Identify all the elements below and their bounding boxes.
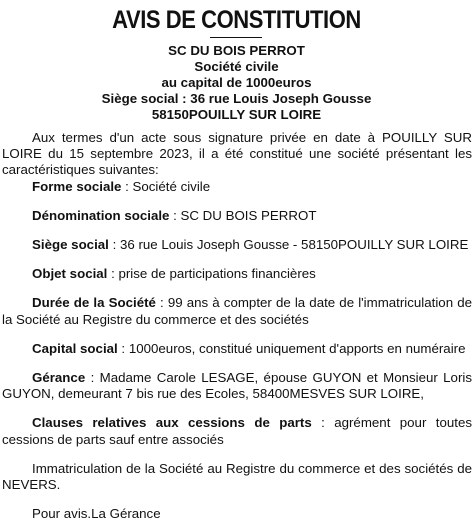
closing-signature: Pour avis.La Gérance bbox=[32, 506, 161, 522]
field-value: : agrément pour toutes cessions de parts sauf entre associés bbox=[2, 415, 472, 447]
company-city: 58150POUILLY SUR LOIRE bbox=[151, 107, 322, 122]
field-value: : Madame Carole LESAGE, épouse GUYON et Monsieur Loris GUYON, demeurant 7 bis rue des Ecoles, 58400MESVES SUR LOIRE, bbox=[2, 370, 472, 402]
field-value: : 99 ans à compter de la date de l'immatriculation de la Société au Registre du commerce et des sociétés bbox=[2, 295, 472, 327]
field-value: : prise de participations financières bbox=[107, 266, 316, 282]
company-header bbox=[0, 43, 473, 123]
field-label: Capital social bbox=[32, 340, 118, 356]
field-gerance bbox=[2, 370, 472, 402]
field-label: Objet social bbox=[32, 266, 108, 282]
notice-title: AVIS DE CONSTITUTION bbox=[112, 6, 361, 34]
company-name: SC DU BOIS PERROT bbox=[168, 43, 305, 58]
field-objet-social bbox=[2, 266, 472, 282]
company-form: Société civile bbox=[194, 59, 279, 74]
registration-paragraph: Immatriculation de la Société au Registre du commerce et des sociétés de NEVERS. bbox=[2, 460, 472, 493]
field-label: Siège social bbox=[32, 237, 109, 253]
field-value: : SC DU BOIS PERROT bbox=[169, 207, 317, 223]
field-value: : Société civile bbox=[121, 178, 211, 194]
title-divider bbox=[210, 37, 262, 38]
field-clauses-cessions bbox=[2, 415, 472, 447]
field-label: Forme sociale bbox=[32, 178, 122, 194]
notice-body bbox=[2, 130, 472, 522]
field-duree bbox=[2, 295, 472, 327]
company-capital: au capital de 1000euros bbox=[161, 75, 312, 90]
company-address: Siège social : 36 rue Louis Joseph Gousse bbox=[101, 91, 372, 106]
field-siege-social bbox=[2, 237, 472, 253]
field-capital-social bbox=[2, 341, 472, 357]
field-label: Dénomination sociale bbox=[32, 207, 170, 223]
field-denomination bbox=[2, 208, 472, 224]
field-value: : 36 rue Louis Joseph Gousse - 58150POUILLY SUR LOIRE bbox=[108, 237, 469, 253]
field-value: : 1000euros, constitué uniquement d'apports en numéraire bbox=[117, 340, 466, 356]
field-forme-sociale bbox=[2, 179, 472, 195]
intro-paragraph: Aux termes d'un acte sous signature privée en date à POUILLY SUR LOIRE du 15 septembre 2023, il a été constitué une société présentant les caractéristiques suivantes: bbox=[2, 130, 472, 178]
field-label: Clauses relatives aux cessions de parts bbox=[32, 415, 312, 431]
field-label: Gérance bbox=[32, 370, 86, 386]
field-label: Durée de la Société bbox=[32, 295, 156, 311]
